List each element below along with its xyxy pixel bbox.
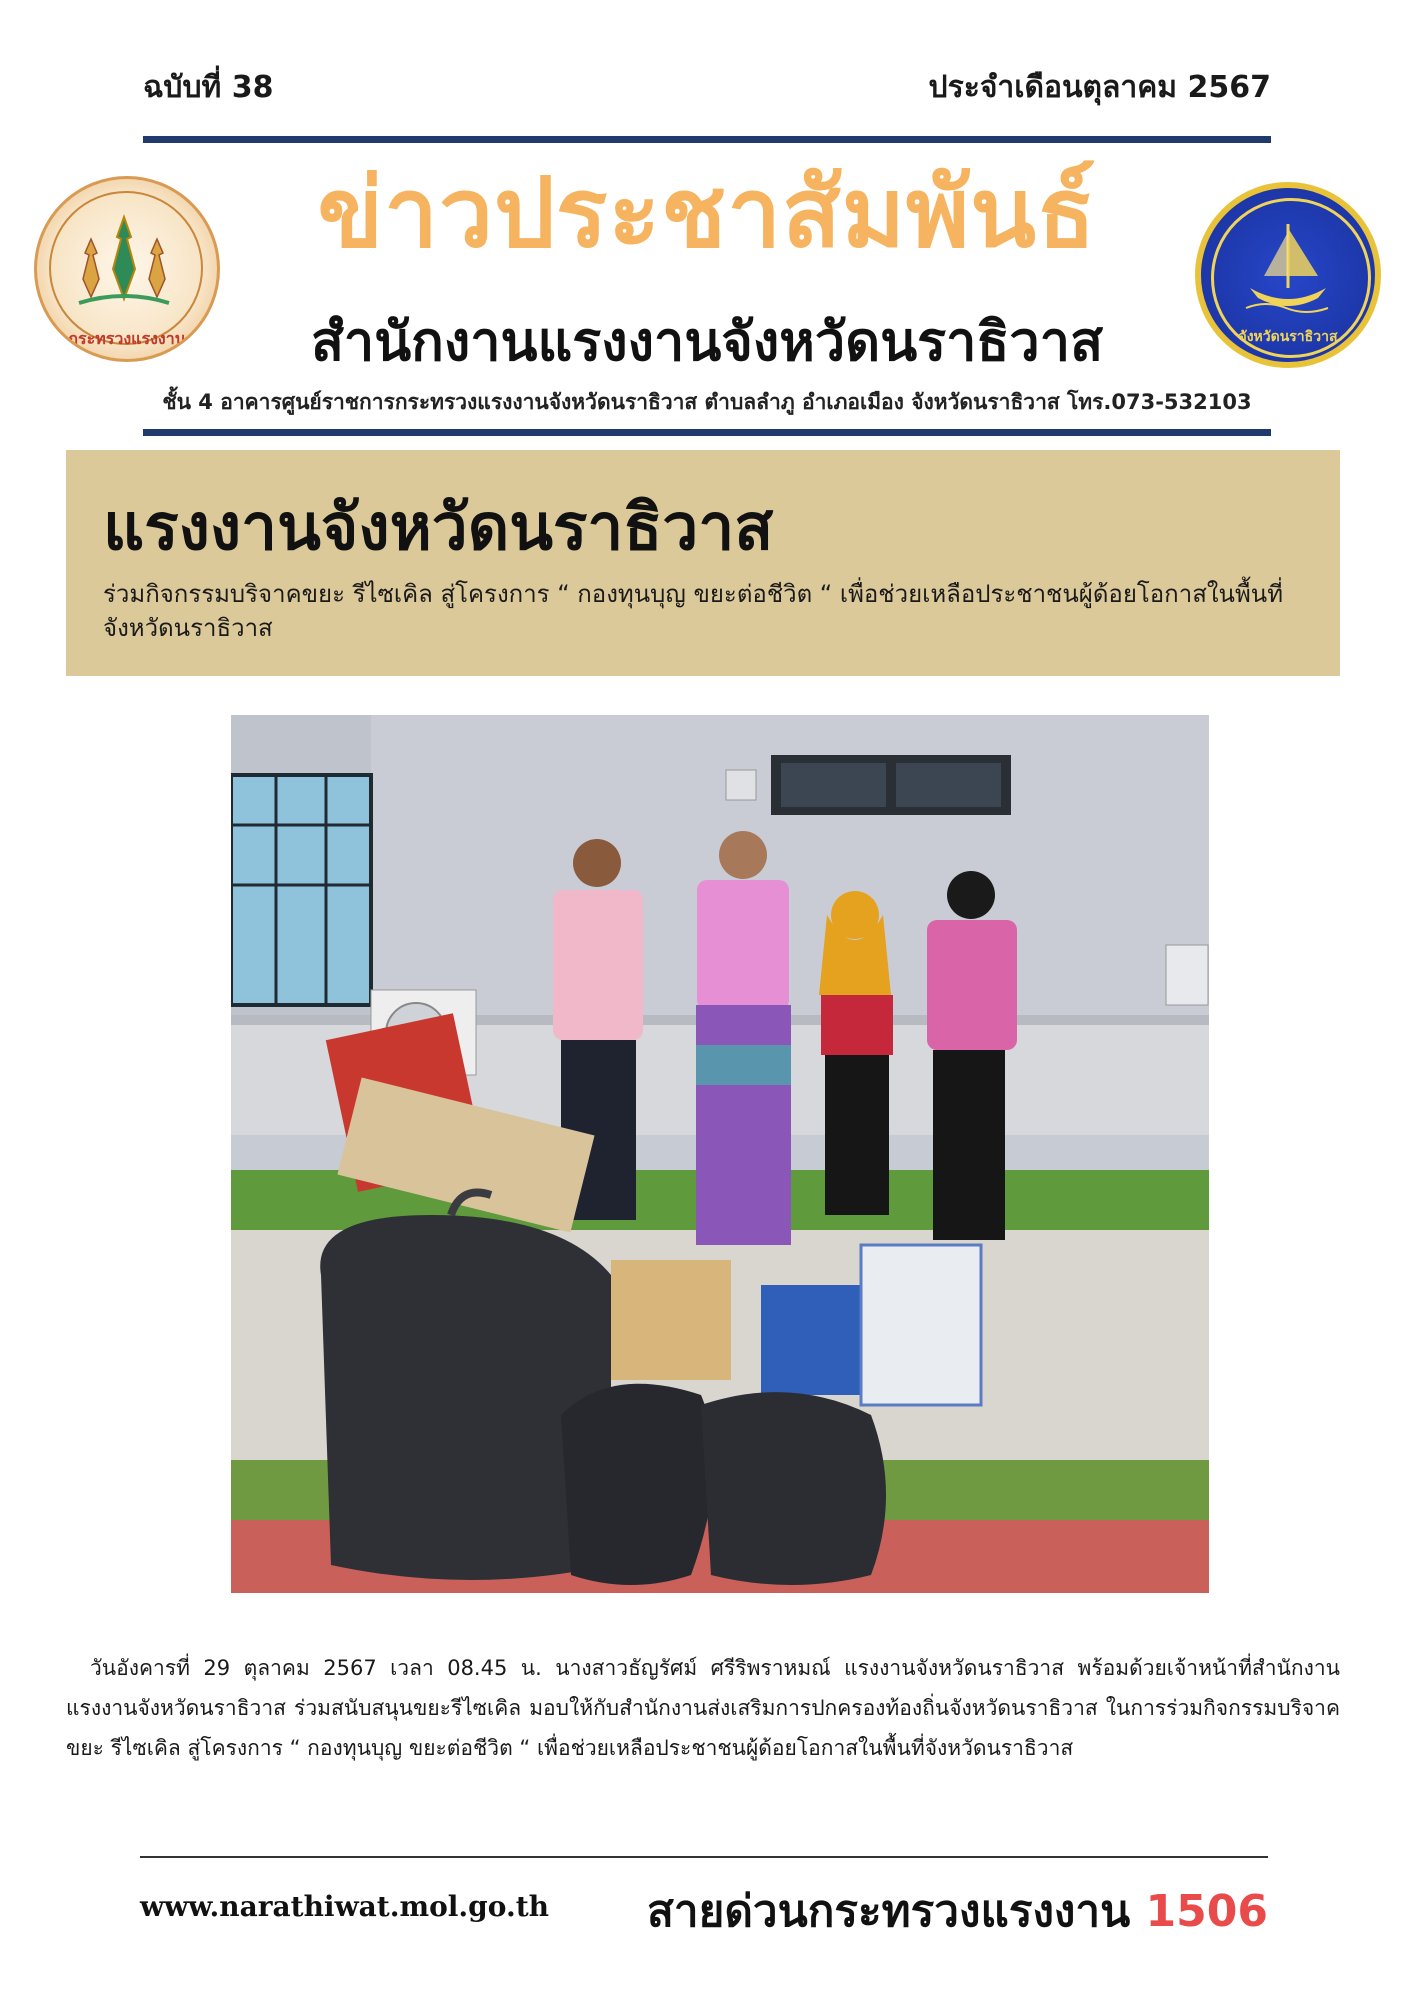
office-name: สำนักงานแรงงานจังหวัดนราธิวาส: [310, 310, 1104, 373]
page-title: ข่าวประชาสัมพันธ์: [317, 157, 1097, 269]
office-address: ชั้น 4 อาคารศูนย์ราชการกระทรวงแรงงานจังหวัดนราธิวาส ตำบลลำภู อำเภอเมือง จังหวัดนราธิวาส โทร.073-532103: [162, 390, 1252, 414]
hotline: [647, 1876, 1268, 1946]
hotline-number: 1506: [1145, 1886, 1268, 1937]
narathiwat-province-seal: [1195, 182, 1381, 368]
headline-title: แรงงานจังหวัดนราธิวาส: [103, 491, 774, 565]
issue-month: ประจำเดือนตุลาคม 2567: [928, 70, 1271, 105]
header-rule-top: [143, 136, 1271, 143]
person-4: [927, 871, 1017, 1240]
footer-rule: [140, 1856, 1268, 1858]
photo-scene-icon: [231, 715, 1209, 1593]
headline-description: ร่วมกิจกรรมบริจาคขยะ รีไซเคิล สู่โครงการ “ กองทุนบุญ ขยะต่อชีวิต “ เพื่อช่วยเหลือประชาชนผู้ด้อยโอกาสในพื้นที่จังหวัดนราธิวาส: [103, 580, 1284, 642]
website-link[interactable]: www.narathiwat.mol.go.th: [140, 1890, 549, 1923]
person-2: [696, 831, 791, 1245]
issue-number: ฉบับที่ 38: [143, 70, 274, 105]
event-photo: [231, 715, 1209, 1593]
hotline-label: สายด่วนกระทรวงแรงงาน: [647, 1886, 1131, 1937]
boat-icon: [1238, 218, 1338, 318]
seal-right-label: จังหวัดนราธิวาส: [1238, 329, 1338, 345]
article-body: วันอังคารที่ 29 ตุลาคม 2567 เวลา 08.45 น. นางสาวธัญรัศม์ ศรีริพราหมณ์ แรงงานจังหวัดนราธิวาส พร้อมด้วยเจ้าหน้าที่สำนักงานแรงงานจังหวัดนราธิวาส ร่วมสนับสนุนขยะรีไซเคิล มอบให้กับสำนักงานส่งเสริมการปกครองท้องถิ่นจังหวัดนราธิวาส ในการร่วมกิจกรรมบริจาคขยะ รีไซเคิล สู่โครงการ “ กองทุนบุญ ขยะต่อชีวิต “ เพื่อช่วยเหลือประชาชนผู้ด้อยโอกาสในพื้นที่จังหวัดนราธิวาส: [66, 1656, 1340, 1760]
seal-left-label: กระทรวงแรงงาน: [68, 329, 186, 348]
header-rule-bottom: [143, 429, 1271, 436]
